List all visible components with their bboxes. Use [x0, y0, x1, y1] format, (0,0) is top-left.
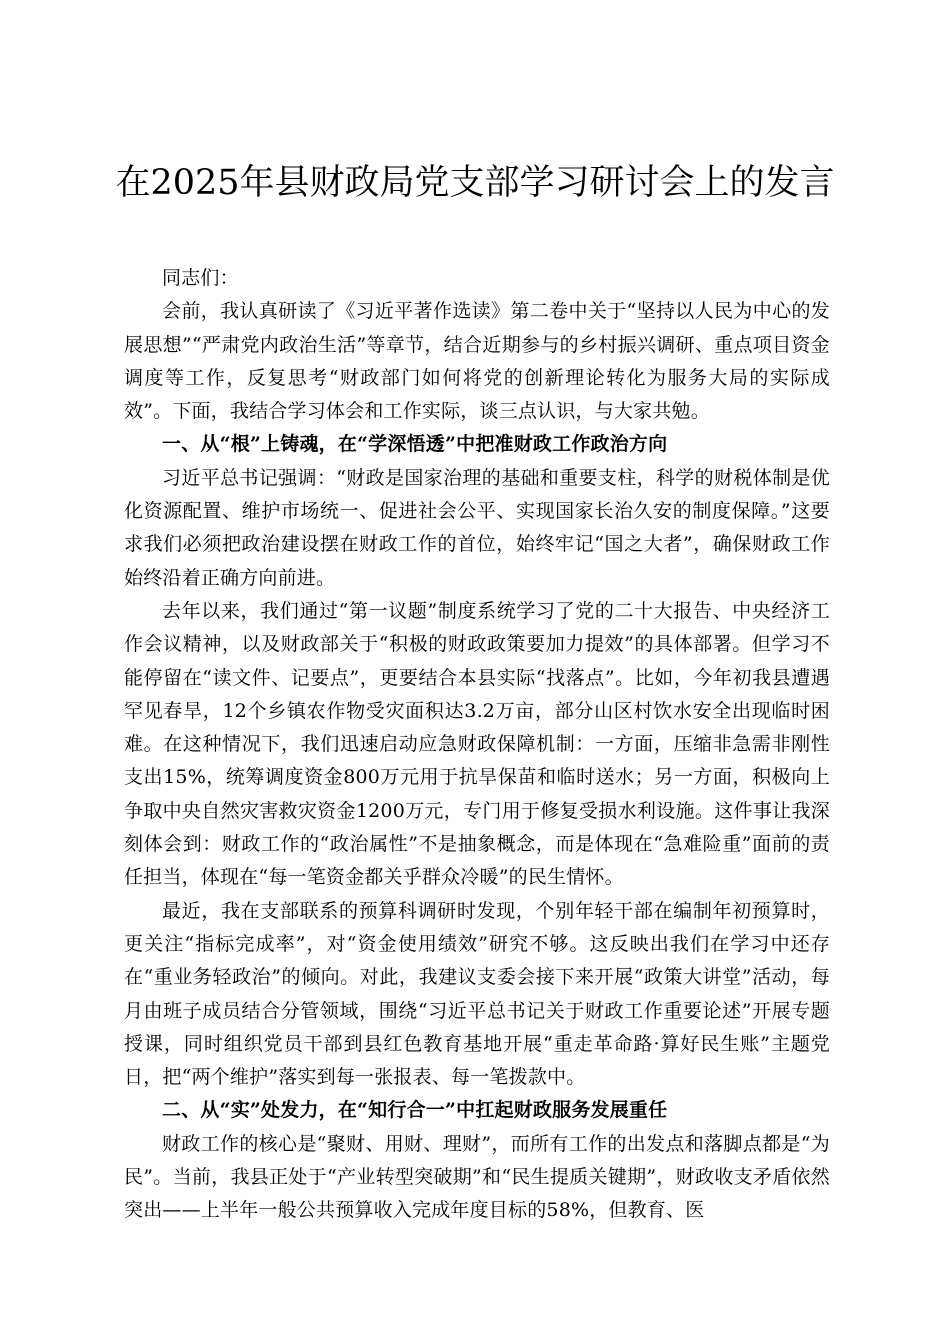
salutation-paragraph: 同志们： — [162, 267, 239, 289]
body-paragraph: 习近平总书记强调：“财政是国家治理的基础和重要支柱，科学的财税体制是优化资源配置、维护市场统一、促进社会公平、实现国家长治久安的制度保障。”这要求我们必须把政治建设摆在财政工作的首位，始终牢记“国之大者”，确保财政工作始终沿着正确方向前进。 — [124, 466, 830, 589]
body-paragraph: 财政工作的核心是“聚财、用财、理财”，而所有工作的出发点和落脚点都是“为民”。当前，我县正处于“产业转型突破期”和“民生提质关键期”，财政收支矛盾依然突出——上半年一般公共预算收入完成年度目标的58%，但教育、医 — [124, 1132, 830, 1222]
document-title: 在2025年县财政局党支部学习研讨会上的发言 — [115, 163, 835, 203]
section-heading-2: 二、从“实”处发力，在“知行合一”中扛起财政服务发展重任 — [162, 1099, 668, 1122]
document-body — [124, 262, 830, 1228]
body-paragraph: 去年以来，我们通过“第一议题”制度系统学习了党的二十大报告、中央经济工作会议精神，以及财政部关于“积极的财政政策要加力提效”的具体部署。但学习不能停留在“读文件、记要点”，更要结合本县实际“找落点”。比如，今年初我县遭遇罕见春旱，12个乡镇农作物受灾面积达3.2万亩，部分山区村饮水安全出现临时困难。在这种情况下，我们迅速启动应急财政保障机制：一方面，压缩非急需非刚性支出15%，统筹调度资金800万元用于抗旱保苗和临时送水；另一方面，积极向上争取中央自然灾害救灾资金1200万元，专门用于修复受损水利设施。这件事让我深刻体会到：财政工作的“政治属性”不是抽象概念，而是体现在“急难险重”面前的责任担当，体现在“每一笔资金都关乎群众冷暖”的民生情怀。 — [124, 599, 830, 889]
intro-paragraph: 会前，我认真研读了《习近平著作选读》第二卷中关于“坚持以人民为中心的发展思想”“严肃党内政治生活”等章节，结合近期参与的乡村振兴调研、重点项目资金调度等工作，反复思考“财政部门如何将党的创新理论转化为服务大局的实际成效”。下面，我结合学习体会和工作实际，谈三点认识，与大家共勉。 — [124, 300, 830, 423]
section-heading-1: 一、从“根”上铸魂，在“学深悟透”中把准财政工作政治方向 — [162, 433, 668, 456]
body-paragraph: 最近，我在支部联系的预算科调研时发现，个别年轻干部在编制年初预算时，更关注“指标完成率”，对“资金使用绩效”研究不够。这反映出我们在学习中还存在“重业务轻政治”的倾向。对此，我建议支委会接下来开展“政策大讲堂”活动，每月由班子成员结合分管领域，围绕“习近平总书记关于财政工作重要论述”开展专题授课，同时组织党员干部到县红色教育基地开展“重走革命路·算好民生账”主题党日，把“两个维护”落实到每一张报表、每一笔拨款中。 — [124, 899, 830, 1089]
